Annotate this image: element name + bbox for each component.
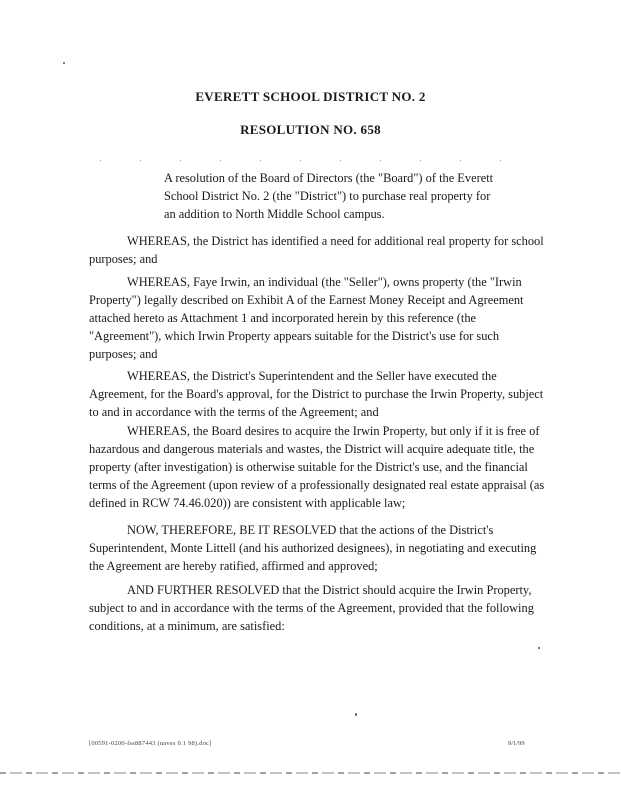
footer-date: 9/1/99	[508, 740, 525, 747]
further-resolved-paragraph: AND FURTHER RESOLVED that the District should acquire the Irwin Property, subject to and in accordance with the terms of the Agreement, provided that the following conditions, at a minimum, are satisfied:	[89, 583, 534, 633]
scan-artifact-line	[100, 160, 520, 161]
footer-doc-id: [00591-0200-fss887443 (naves 0.1 98).doc]	[89, 740, 212, 747]
whereas-paragraph-1: WHEREAS, the District has identified a need for additional real property for school purposes; and	[89, 234, 544, 266]
whereas-paragraph-2: WHEREAS, Faye Irwin, an individual (the "Seller"), owns property (the "Irwin Property") legally described on Exhibit A of the Earnest Money Receipt and Agreement attached hereto as Attachment 1 and incorporated herein by this reference (the "Agreement"), which Irwin Property appears suitable for the District's use for such purposes; and	[89, 275, 524, 361]
scan-speck	[63, 62, 65, 64]
resolution-number: RESOLUTION NO. 658	[240, 122, 381, 137]
scan-speck	[538, 647, 540, 649]
whereas-paragraph-3: WHEREAS, the District's Superintendent and the Seller have executed the Agreement, for the Board's approval, for the District to purchase the Irwin Property, subject to and in accordance with the terms of the Agreement; and	[89, 369, 544, 419]
resolution-abstract: A resolution of the Board of Directors (the "Board") of the Everett School District No. 2 (the "District") to purchase real property for an addition to North Middle School campus.	[164, 171, 494, 221]
scan-speck	[355, 713, 357, 716]
resolved-paragraph: NOW, THEREFORE, BE IT RESOLVED that the actions of the District's Superintendent, Monte Littell (and his authorized designees), in negotiating and executing the Agreement are hereby ratified, affirmed and approved;	[89, 523, 537, 573]
scan-edge-artifact	[0, 772, 621, 774]
district-title: EVERETT SCHOOL DISTRICT NO. 2	[195, 89, 426, 104]
whereas-paragraph-4: WHEREAS, the Board desires to acquire the Irwin Property, but only if it is free of hazardous and dangerous materials and wastes, the District will acquire adequate title, the property (after investigation) is otherwise suitable for the District's use, and the financial terms of the Agreement (upon review of a professionally designated real estate appraisal (as defined in RCW 74.46.020)) are consistent with applicable law;	[89, 424, 545, 510]
